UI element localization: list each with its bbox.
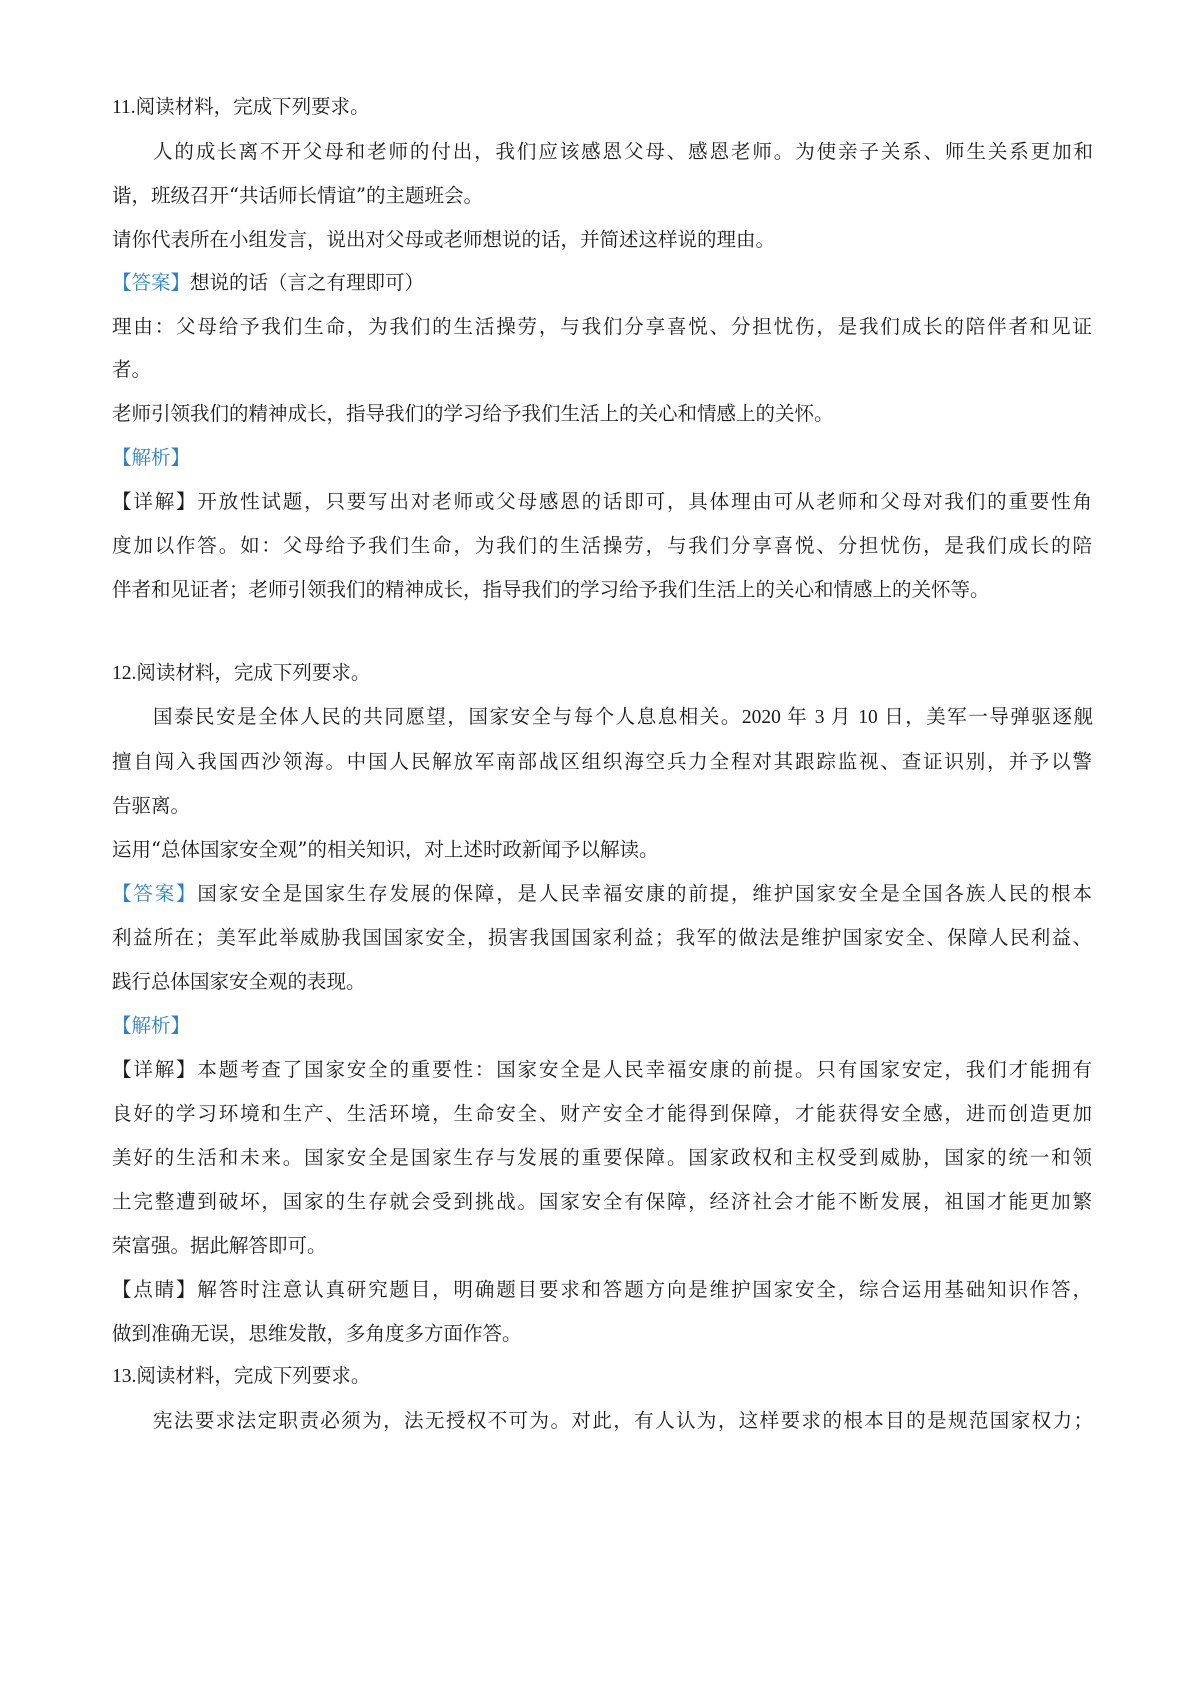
q12-material-line-2: 擅自闯入我国西沙领海。中国人民解放军南部战区组织海空兵力全程对其跟踪监视、查证识别，并予以警 xyxy=(112,750,1092,773)
q11-heading: 11.阅读材料，完成下列要求。 xyxy=(112,97,370,118)
q12-note xyxy=(112,1276,1092,1304)
q11-material-line-2: 谐，班级召开“共话师长情谊”的主题班会。 xyxy=(112,184,483,207)
q12-prompt: 运用“总体国家安全观”的相关知识，对上述时政新闻予以解读。 xyxy=(112,838,659,861)
q11-detail-line-2: 伴者和见证者；老师引领我们的精神成长，指导我们的学习给予我们生活上的关心和情感上的关怀等。 xyxy=(112,578,990,601)
q11-detail-line-1: 度加以作答。如：父母给予我们生命，为我们的生活操劳，与我们分享喜悦、分担忧伤，是我们成长的陪 xyxy=(112,534,1092,557)
q13-material-line-1: 宪法要求法定职责必须为，法无授权不可为。对此，有人认为，这样要求的根本目的是规范国家权力； xyxy=(153,1409,1093,1432)
q12-detail-line-1: 良好的学习环境和生产、生活环境，生命安全、财产安全才能得到保障，才能获得安全感，进而创造更加 xyxy=(112,1102,1092,1125)
q12-detail-first: 本题考查了国家安全的重要性：国家安全是人民幸福安康的前提。只有国家安定，我们才能拥有 xyxy=(197,1058,1092,1081)
answer-tag: 【答案】 xyxy=(112,882,198,905)
q12-answer-line-1: 利益所在；美军此举威胁我国国家安全，损害我国国家利益；我军的做法是维护国家安全、保障人民利益、 xyxy=(112,926,1092,949)
q11-analysis-tag: 【解析】 xyxy=(112,446,191,469)
q11-answer xyxy=(112,269,1092,297)
q12-note-first: 解答时注意认真研究题目，明确题目要求和答题方向是维护国家安全，综合运用基础知识作答， xyxy=(197,1278,1092,1301)
detail-tag: 【详解】 xyxy=(112,490,198,513)
q12-detail-line-4: 荣富强。据此解答即可。 xyxy=(112,1234,327,1257)
q12-answer xyxy=(112,880,1092,908)
q12-answer-line-2: 践行总体国家安全观的表现。 xyxy=(112,970,366,993)
q12-analysis-tag: 【解析】 xyxy=(112,1014,191,1037)
q12-material-line-1: 国泰民安是全体人民的共同愿望，国家安全与每个人息息相关。2020 年 3 月 10 日，美军一导弹驱逐舰 xyxy=(153,707,1093,728)
q11-answer-line-1: 理由：父母给予我们生命，为我们的生活操劳，与我们分享喜悦、分担忧伤，是我们成长的陪伴者和见证 xyxy=(112,315,1092,338)
q11-detail xyxy=(112,488,1092,516)
answer-tag: 【答案】 xyxy=(112,271,191,294)
q11-material-line-1: 人的成长离不开父母和老师的付出，我们应该感恩父母、感恩老师。为使亲子关系、师生关系更加和 xyxy=(153,140,1093,163)
q11-answer-line-2: 者。 xyxy=(112,358,152,381)
q12-detail-line-2: 美好的生活和未来。国家安全是国家生存与发展的重要保障。国家政权和主权受到威胁，国家的统一和领 xyxy=(112,1146,1092,1169)
q11-prompt: 请你代表所在小组发言，说出对父母或老师想说的话，并简述这样说的理由。 xyxy=(112,228,776,251)
q13-heading: 13.阅读材料，完成下列要求。 xyxy=(112,1366,371,1387)
q12-note-line-1: 做到准确无误，思维发散，多角度多方面作答。 xyxy=(112,1322,522,1345)
q11-answer-first: 想说的话（言之有理即可） xyxy=(190,271,425,294)
note-tag: 【点睛】 xyxy=(112,1278,198,1301)
q12-detail-line-3: 土完整遭到破坏，国家的生存就会受到挑战。国家安全有保障，经济社会才能不断发展，祖国才能更加繁 xyxy=(112,1190,1092,1213)
q12-detail xyxy=(112,1056,1092,1084)
q12-answer-first: 国家安全是国家生存发展的保障，是人民幸福安康的前提，维护国家安全是全国各族人民的根本 xyxy=(197,882,1092,905)
q11-detail-first: 开放性试题，只要写出对老师或父母感恩的话即可，具体理由可从老师和父母对我们的重要性角 xyxy=(197,490,1092,513)
detail-tag: 【详解】 xyxy=(112,1058,198,1081)
q11-answer-line-3: 老师引领我们的精神成长，指导我们的学习给予我们生活上的关心和情感上的关怀。 xyxy=(112,402,834,425)
q12-heading: 12.阅读材料，完成下列要求。 xyxy=(112,663,371,684)
q12-material-line-3: 告驱离。 xyxy=(112,794,191,817)
